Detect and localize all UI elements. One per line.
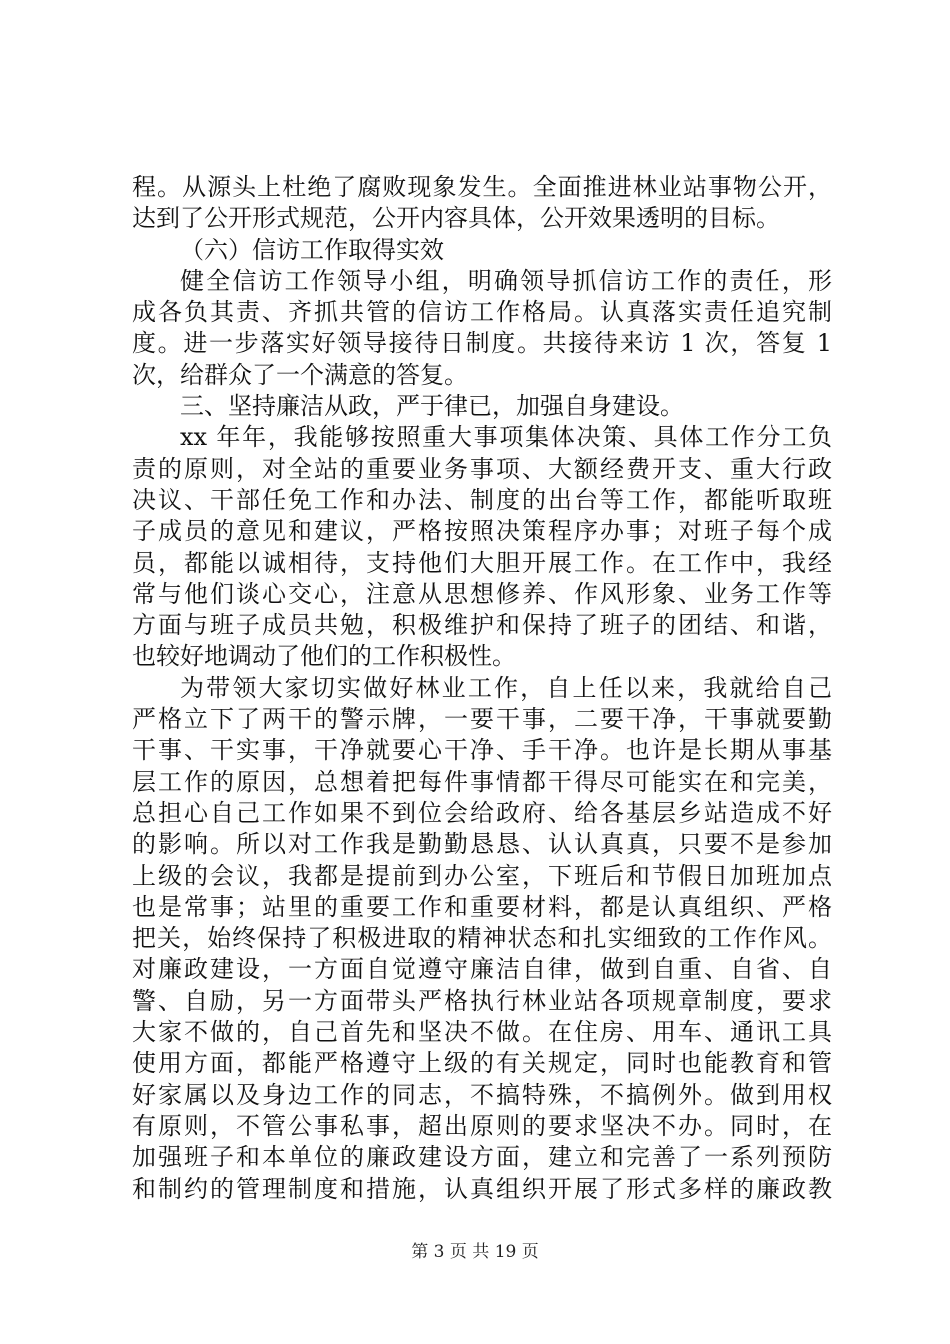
text-line: 也较好地调动了他们的工作积极性。 (132, 642, 516, 671)
text-line: 常与他们谈心交心，注意从思想修养、作风形象、业务工作等 (132, 579, 832, 608)
section-heading: （六）信访工作取得实效 (180, 235, 444, 264)
text-line: 为带领大家切实做好林业工作，自上任以来，我就给自己 (180, 673, 832, 702)
text-line: 次，给群众了一个满意的答复。 (132, 360, 468, 389)
text-line: 健全信访工作领导小组，明确领导抓信访工作的责任，形 (180, 266, 832, 295)
text-line: 把关，始终保持了积极进取的精神状态和扎实细致的工作作风。 (132, 924, 832, 953)
text-line: 对廉政建设，一方面自觉遵守廉洁自律，做到自重、自省、自 (132, 955, 832, 984)
text-line: 达到了公开形式规范，公开内容具体，公开效果透明的目标。 (132, 204, 780, 233)
text-line: 严格立下了两干的警示牌，一要干事，二要干净，干事就要勤 (132, 705, 832, 734)
text-line: 决议、干部任免工作和办法、制度的出台等工作，都能听取班 (132, 485, 832, 514)
text-line: 也是常事；站里的重要工作和重要材料，都是认真组织、严格 (132, 892, 832, 921)
text-line: 总担心自己工作如果不到位会给政府、给各基层乡站造成不好 (132, 798, 832, 827)
text-line: 程。从源头上杜绝了腐败现象发生。全面推进林业站事物公开， (132, 173, 832, 201)
page-number-footer: 第 3 页 共 19 页 (411, 1242, 539, 1262)
text-line: 的影响。所以对工作我是勤勤恳恳、认认真真，只要不是参加 (132, 830, 832, 859)
text-line: 层工作的原因，总想着把每件事情都干得尽可能实在和完美， (132, 767, 832, 796)
text-line: 度。进一步落实好领导接待日制度。共接待来访 1 次，答复 1 (132, 329, 832, 358)
text-line: 大家不做的，自己首先和坚决不做。在住房、用车、通讯工具 (132, 1018, 832, 1047)
text-line: 员，都能以诚相待，支持他们大胆开展工作。在工作中，我经 (132, 548, 832, 577)
document-body (132, 172, 832, 1205)
text-line: 上级的会议，我都是提前到办公室，下班后和节假日加班加点 (132, 861, 832, 890)
text-line: 干事、干实事，干净就要心干净、手干净。也许是长期从事基 (132, 736, 832, 765)
text-line: 责的原则，对全站的重要业务事项、大额经费开支、重大行政 (132, 454, 832, 483)
text-line: 好家属以及身边工作的同志，不搞特殊，不搞例外。做到用权 (132, 1080, 832, 1109)
text-line: 加强班子和本单位的廉政建设方面，建立和完善了一系列预防 (132, 1143, 832, 1172)
text-line: 方面与班子成员共勉，积极维护和保持了班子的团结、和谐， (132, 611, 832, 640)
text-line: 警、自励，另一方面带头严格执行林业站各项规章制度，要求 (132, 986, 832, 1015)
text-line: 和制约的管理制度和措施，认真组织开展了形式多样的廉政教 (132, 1174, 832, 1203)
text-line: 使用方面，都能严格遵守上级的有关规定，同时也能教育和管 (132, 1049, 832, 1078)
text-line: 成各负其责、齐抓共管的信访工作格局。认真落实责任追究制 (132, 298, 832, 327)
text-line: 子成员的意见和建议，严格按照决策程序办事；对班子每个成 (132, 517, 832, 546)
section-heading: 三、坚持廉洁从政，严于律已，加强自身建设。 (180, 392, 684, 421)
text-line: 有原则，不管公事私事，超出原则的要求坚决不办。同时，在 (132, 1111, 832, 1140)
text-line: xx 年年，我能够按照重大事项集体决策、具体工作分工负 (180, 423, 832, 452)
